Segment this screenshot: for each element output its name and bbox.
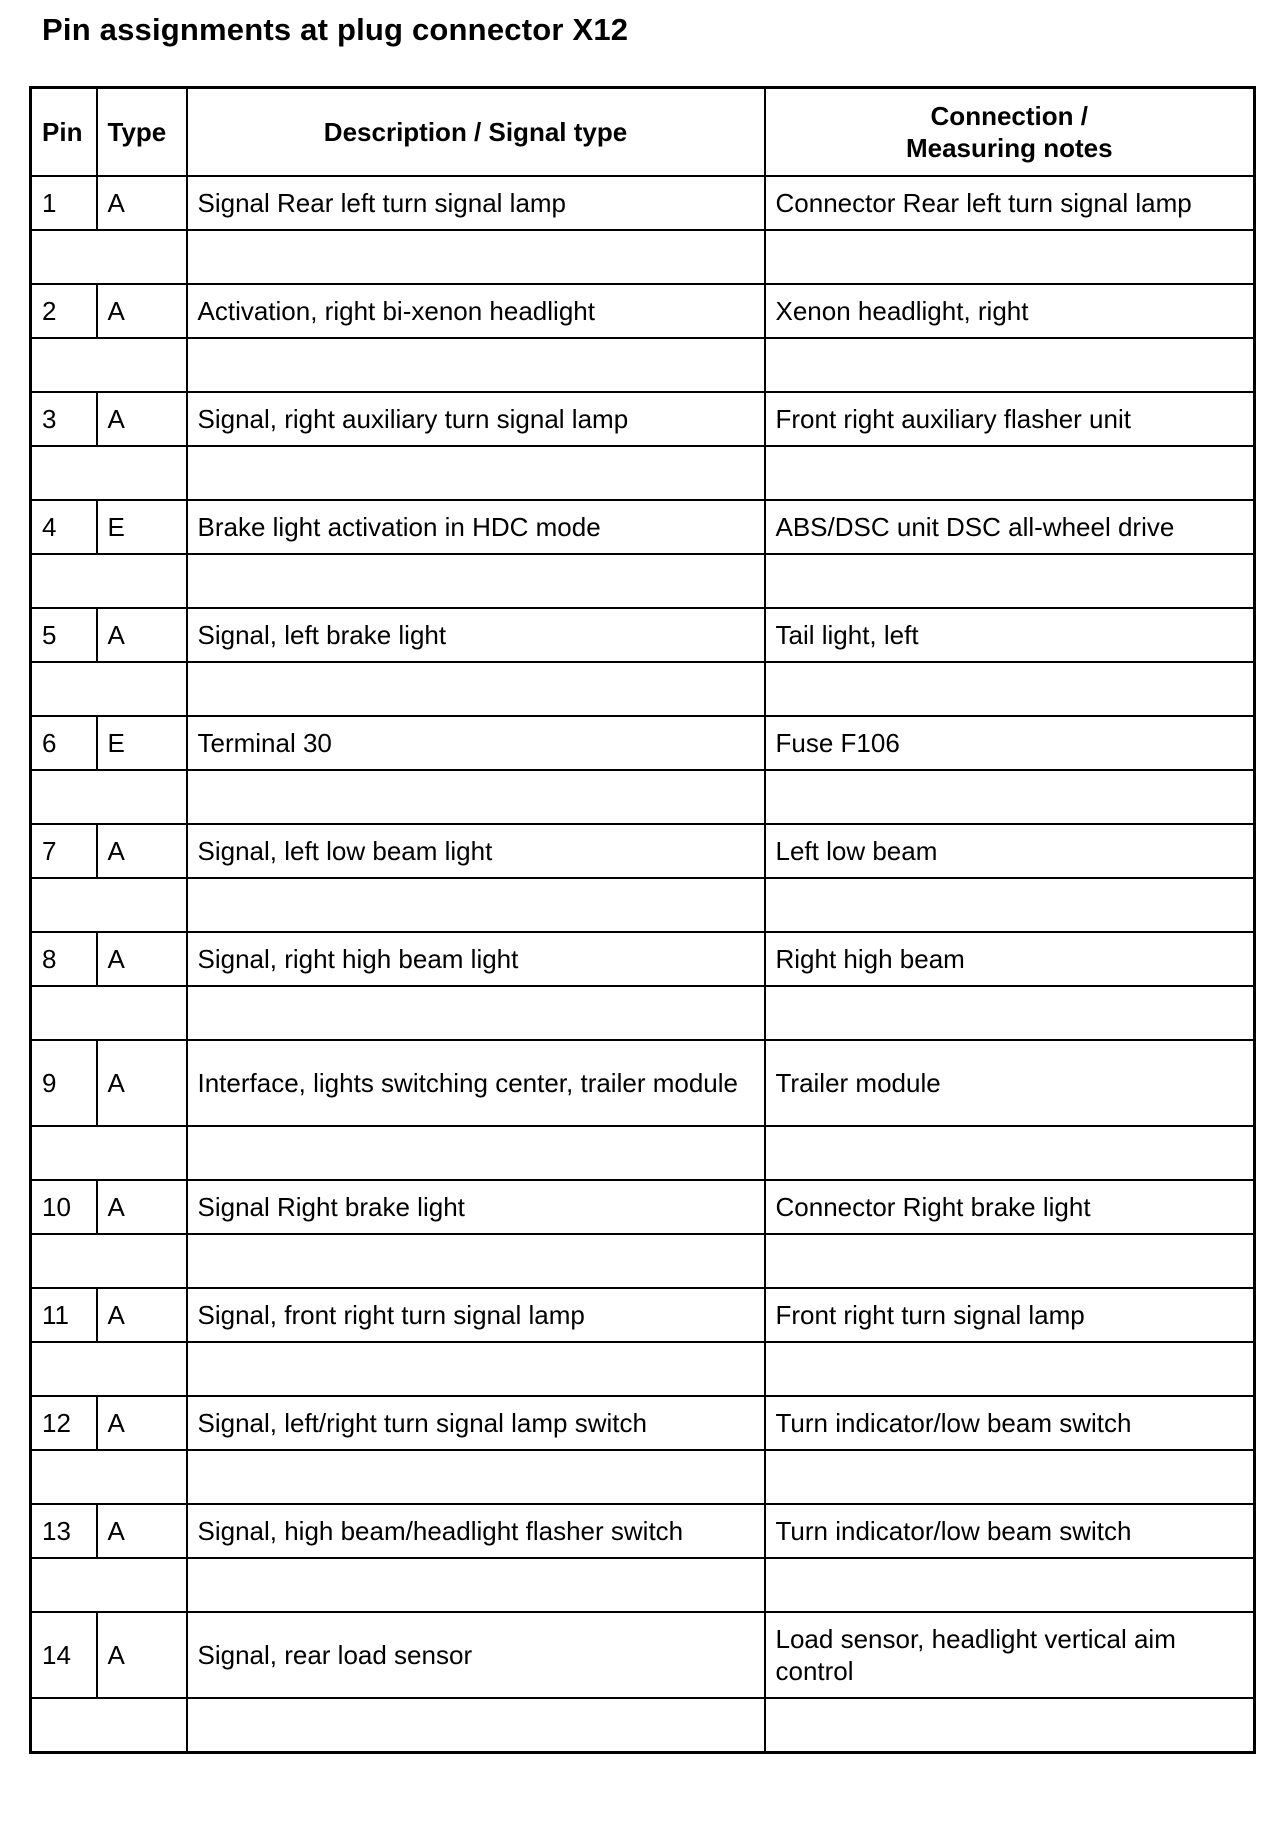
header-description: Description / Signal type bbox=[187, 88, 765, 177]
description-cell: Signal, right high beam light bbox=[187, 932, 765, 986]
description-cell: Brake light activation in HDC mode bbox=[187, 500, 765, 554]
pin-cell: 9 bbox=[31, 1040, 97, 1126]
spacer-row bbox=[31, 662, 1255, 716]
table-row bbox=[31, 284, 1255, 338]
type-cell: A bbox=[97, 1612, 187, 1698]
connection-cell: Trailer module bbox=[765, 1040, 1255, 1126]
pin-cell: 8 bbox=[31, 932, 97, 986]
page-title: Pin assignments at plug connector X12 bbox=[42, 12, 629, 47]
spacer-row bbox=[31, 878, 1255, 932]
spacer-row bbox=[31, 1342, 1255, 1396]
pin-cell: 13 bbox=[31, 1504, 97, 1558]
header-connection-line2: Measuring notes bbox=[905, 133, 1113, 163]
spacer-row bbox=[31, 986, 1255, 1040]
description-cell: Signal Right brake light bbox=[187, 1180, 765, 1234]
table-row bbox=[31, 608, 1255, 662]
type-cell: E bbox=[97, 500, 187, 554]
type-cell: A bbox=[97, 392, 187, 446]
pin-cell: 12 bbox=[31, 1396, 97, 1450]
connection-cell: Turn indicator/low beam switch bbox=[765, 1504, 1255, 1558]
pin-cell: 7 bbox=[31, 824, 97, 878]
type-cell: A bbox=[97, 608, 187, 662]
spacer-row bbox=[31, 770, 1255, 824]
header-connection-line1: Connection / bbox=[930, 101, 1088, 131]
table-row bbox=[31, 1288, 1255, 1342]
type-cell: A bbox=[97, 824, 187, 878]
description-cell: Signal, left brake light bbox=[187, 608, 765, 662]
connection-cell: ABS/DSC unit DSC all-wheel drive bbox=[765, 500, 1255, 554]
connection-cell: Turn indicator/low beam switch bbox=[765, 1396, 1255, 1450]
table-row bbox=[31, 932, 1255, 986]
description-cell: Signal, right auxiliary turn signal lamp bbox=[187, 392, 765, 446]
spacer-row bbox=[31, 1450, 1255, 1504]
connection-cell: Connector Rear left turn signal lamp bbox=[765, 176, 1255, 230]
pin-cell: 5 bbox=[31, 608, 97, 662]
description-cell: Activation, right bi-xenon headlight bbox=[187, 284, 765, 338]
spacer-row bbox=[31, 230, 1255, 284]
table-row bbox=[31, 392, 1255, 446]
description-cell: Signal, left/right turn signal lamp switch bbox=[187, 1396, 765, 1450]
table-header-row bbox=[31, 88, 1255, 177]
pin-cell: 4 bbox=[31, 500, 97, 554]
description-cell: Terminal 30 bbox=[187, 716, 765, 770]
table-row bbox=[31, 1180, 1255, 1234]
spacer-row bbox=[31, 1234, 1255, 1288]
description-cell: Interface, lights switching center, trailer module bbox=[187, 1040, 765, 1126]
spacer-row bbox=[31, 1698, 1255, 1753]
type-cell: E bbox=[97, 716, 187, 770]
connection-cell: Right high beam bbox=[765, 932, 1255, 986]
table-row bbox=[31, 1396, 1255, 1450]
table-row bbox=[31, 500, 1255, 554]
connection-cell: Xenon headlight, right bbox=[765, 284, 1255, 338]
connection-cell: Front right turn signal lamp bbox=[765, 1288, 1255, 1342]
type-cell: A bbox=[97, 284, 187, 338]
description-cell: Signal, rear load sensor bbox=[187, 1612, 765, 1698]
header-pin: Pin bbox=[31, 88, 97, 177]
spacer-row bbox=[31, 1558, 1255, 1612]
type-cell: A bbox=[97, 1288, 187, 1342]
pin-cell: 2 bbox=[31, 284, 97, 338]
connection-cell: Front right auxiliary flasher unit bbox=[765, 392, 1255, 446]
pin-cell: 6 bbox=[31, 716, 97, 770]
type-cell: A bbox=[97, 932, 187, 986]
spacer-row bbox=[31, 446, 1255, 500]
connection-cell: Fuse F106 bbox=[765, 716, 1255, 770]
description-cell: Signal, high beam/headlight flasher switch bbox=[187, 1504, 765, 1558]
type-cell: A bbox=[97, 1180, 187, 1234]
pin-cell: 11 bbox=[31, 1288, 97, 1342]
table-row bbox=[31, 824, 1255, 878]
connection-cell: Left low beam bbox=[765, 824, 1255, 878]
type-cell: A bbox=[97, 1040, 187, 1126]
description-cell: Signal, left low beam light bbox=[187, 824, 765, 878]
type-cell: A bbox=[97, 176, 187, 230]
description-cell: Signal, front right turn signal lamp bbox=[187, 1288, 765, 1342]
connection-cell: Tail light, left bbox=[765, 608, 1255, 662]
table-row bbox=[31, 1040, 1255, 1126]
header-connection bbox=[765, 88, 1255, 177]
table-row bbox=[31, 176, 1255, 230]
spacer-row bbox=[31, 338, 1255, 392]
pin-cell: 14 bbox=[31, 1612, 97, 1698]
table-row bbox=[31, 1612, 1255, 1698]
spacer-row bbox=[31, 554, 1255, 608]
pin-cell: 10 bbox=[31, 1180, 97, 1234]
table-row bbox=[31, 1504, 1255, 1558]
pin-cell: 1 bbox=[31, 176, 97, 230]
type-cell: A bbox=[97, 1504, 187, 1558]
table-row bbox=[31, 716, 1255, 770]
pin-cell: 3 bbox=[31, 392, 97, 446]
header-type: Type bbox=[97, 88, 187, 177]
connection-cell: Connector Right brake light bbox=[765, 1180, 1255, 1234]
description-cell: Signal Rear left turn signal lamp bbox=[187, 176, 765, 230]
pin-assignment-table bbox=[29, 86, 1256, 1754]
spacer-row bbox=[31, 1126, 1255, 1180]
connection-cell: Load sensor, headlight vertical aim control bbox=[765, 1612, 1255, 1698]
type-cell: A bbox=[97, 1396, 187, 1450]
